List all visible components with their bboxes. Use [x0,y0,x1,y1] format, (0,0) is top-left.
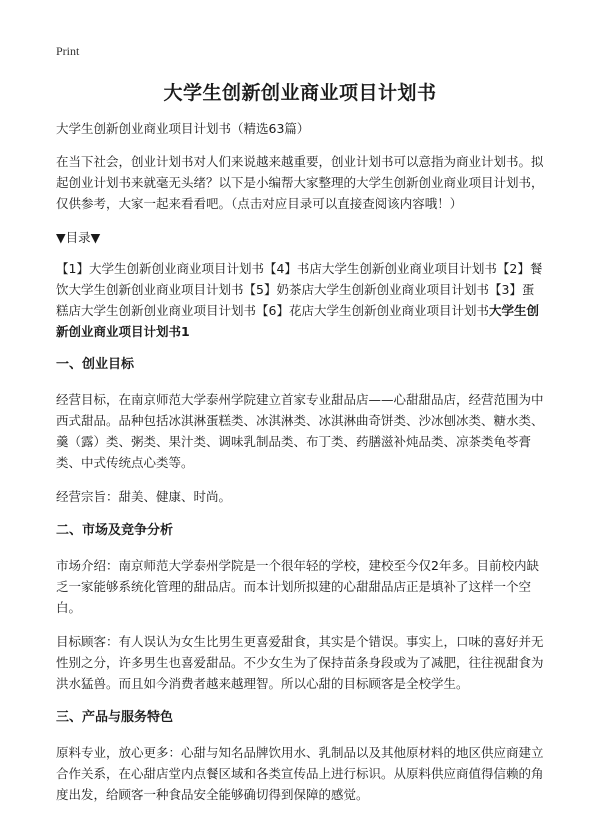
section-heading-main: 大学生创新创业商业项目计划书1 [56,303,539,339]
paragraph: 目标顾客：有人误认为女生比男生更喜爱甜食，其实是个错误。事实上，口味的喜好并无性别之分，许多男生也喜爱甜品。不少女生为了保持苗条身段或为了减肥，往往视甜食为洪水猛兽。而且如今消费者越来越理智。所以心甜的目标顾客是全校学生。 [56,634,544,691]
section-heading: 一、创业目标 [56,357,135,372]
toc-label: ▼目录▼ [56,230,101,245]
section-heading: 二、市场及竞争分析 [56,523,174,538]
paragraph: 市场介绍：南京师范大学泰州学院是一个很年轻的学校，建校至今仅2年多。目前校内缺乏一家能够系统化管理的甜品店。而本计划所拟建的心甜甜品店正是填补了这样一个空白。 [56,558,539,615]
article-body [56,118,546,818]
paragraph: 经营宗旨：甜美、健康、时尚。 [56,489,232,504]
paragraph: 经营目标，在南京师范大学泰州学院建立首家专业甜品店——心甜甜品店，经营范围为中西式甜品。品种包括冰淇淋蛋糕类、冰淇淋类、冰淇淋曲奇饼类、沙冰刨冰类、糖水类、羹（露）类、粥类、果汁类、调味乳制品类、布丁类、药膳滋补炖品类、凉茶类龟苓膏类、中式传统点心类等。 [56,392,544,470]
page-title: 大学生创新创业商业项目计划书 [163,82,437,104]
print-label[interactable]: Print [56,44,80,58]
section-heading: 三、产品与服务特色 [56,710,174,725]
paragraph: 原料专业，放心更多：心甜与知名品牌饮用水、乳制品以及其他原材料的地区供应商建立合作关系，在心甜店堂内点餐区域和各类宣传品上进行标识。从原料供应商值得信赖的角度出发，给顾客一种食品安全能够确切得到保障的感觉。 [56,745,544,802]
document-subtitle: 大学生创新创业商业项目计划书（精选63篇） [56,121,310,136]
toc-links[interactable]: 【1】大学生创新创业商业项目计划书【4】书店大学生创新创业商业项目计划书【2】餐饮大学生创新创业商业项目计划书【5】奶茶店大学生创新创业商业项目计划书【3】蛋糕店大学生创新创业商业项目计划书【6】花店大学生创新创业商业项目计划书 [56,261,543,318]
intro-paragraph: 在当下社会，创业计划书对人们来说越来越重要，创业计划书可以意指为商业计划书。拟起创业计划书来就毫无头绪？以下是小编帮大家整理的大学生创新创业商业项目计划书，仅供参考，大家一起来看看吧。（点击对应目录可以直接查阅该内容哦！） [56,154,544,211]
table-of-contents[interactable] [56,258,546,342]
